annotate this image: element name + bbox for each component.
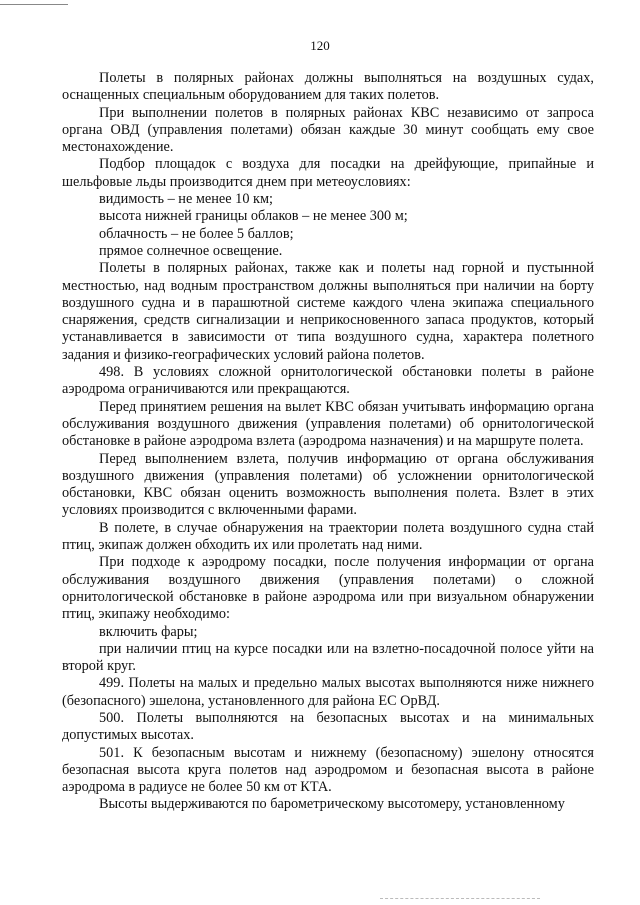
list-item: прямое солнечное освещение. xyxy=(99,242,283,259)
paragraph: 501. К безопасным высотам и нижнему (безопасному) эшелону относятся безопасная высота круга полетов над аэродромом и безопасная высота в районе аэродрома в радиусе не более 50 км от КТА. xyxy=(62,744,594,796)
list-item: облачность – не более 5 баллов; xyxy=(99,225,294,242)
page-number: 120 xyxy=(310,38,330,53)
list-item: включить фары; xyxy=(99,623,198,640)
paragraph: Перед принятием решения на вылет КВС обязан учитывать информацию органа обслуживания воздушного движения (управления полетами) об орнитологической обстановке в районе аэродрома взлета (аэродрома назначения) и на маршруте полета. xyxy=(62,398,594,450)
paragraph: Полеты в полярных районах, также как и полеты над горной и пустынной местностью, над водным пространством должны выполняться при наличии на борту воздушного судна и в парашютной системе каждого члена экипажа специального снаряжения, средств сигнализации и неприкосновенного запаса продуктов, который устанавливается в зависимости от типа воздушного судна, характера полетного задания и физико-географических условий района полетов. xyxy=(62,260,594,363)
top-edge-line xyxy=(0,4,68,5)
paragraph: При выполнении полетов в полярных районах КВС независимо от запроса органа ОВД (управления полетами) обязан каждые 30 минут сообщать ему свое местонахождение. xyxy=(62,104,594,156)
bottom-edge-line xyxy=(380,898,540,899)
paragraph: Полеты в полярных районах должны выполняться на воздушных судах, оснащенных специальным оборудованием для таких полетов. xyxy=(62,70,594,104)
paragraph: 499. Полеты на малых и предельно малых высотах выполняются ниже нижнего (безопасного) эшелона, установленного для района ЕС ОрВД. xyxy=(62,675,594,709)
paragraph: Высоты выдерживаются по барометрическому высотомеру, установленному xyxy=(99,796,565,813)
list-item: видимость – не менее 10 км; xyxy=(99,191,274,208)
list-item: высота нижней границы облаков – не менее 300 м; xyxy=(99,208,408,225)
paragraph: при наличии птиц на курсе посадки или на взлетно-посадочной полосе уйти на второй круг. xyxy=(62,640,594,675)
paragraph: Подбор площадок с воздуха для посадки на дрейфующие, припайные и шельфовые льды производится днем при метеоусловиях: xyxy=(62,156,594,190)
document-body xyxy=(62,70,594,814)
paragraph: В полете, в случае обнаружения на траектории полета воздушного судна стай птиц, экипаж должен обходить их или пролетать над ними. xyxy=(62,519,594,554)
paragraph: Перед выполнением взлета, получив информацию от органа обслуживания воздушного движения (управления полетами) об усложнении орнитологической обстановки, КВС обязан оценить возможность выполнения полета. Взлет в этих условиях производится с включенными фарами. xyxy=(62,450,594,519)
paragraph: 498. В условиях сложной орнитологической обстановки полеты в районе аэродрома ограничиваются или прекращаются. xyxy=(62,364,594,398)
paragraph: При подходе к аэродрому посадки, после получения информации от органа обслуживания воздушного движения (управления полетами) о сложной орнитологической обстановке в районе аэродрома или при визуальном обнаружении птиц, экипажу необходимо: xyxy=(62,554,594,623)
paragraph: 500. Полеты выполняются на безопасных высотах и на минимальных допустимых высотах. xyxy=(62,709,594,744)
